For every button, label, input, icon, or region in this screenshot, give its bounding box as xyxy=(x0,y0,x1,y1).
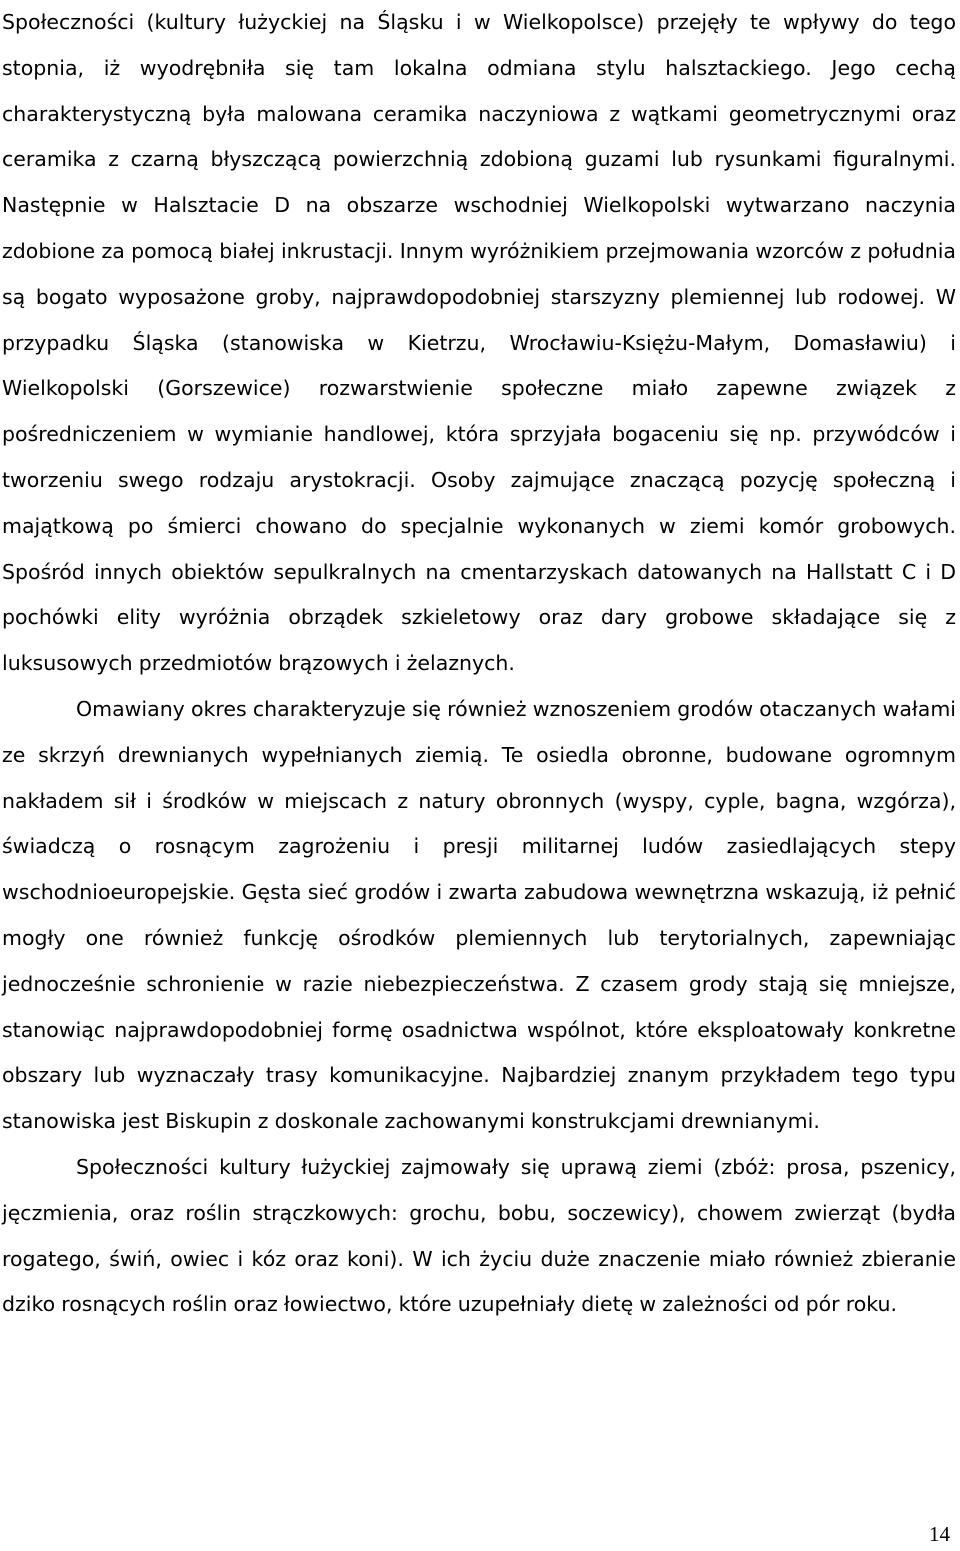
paragraph-1: Społeczności (kultury łużyckiej na Śląsku i w Wielkopolsce) przejęły te wpływy do tego stopnia, iż wyodrębniła się tam lokalna odmiana stylu halsztackiego. Jego cechą charakterystyczną była malowana ceramika naczyniowa z wątkami geometrycznymi oraz ceramika z czarną błyszczącą powierzchnią zdobioną guzami lub rysunkami figuralnymi. Następnie w Halsztacie D na obszarze wschodniej Wielkopolski wytwarzano naczynia zdobione za pomocą białej inkrustacji. Innym wyróżnikiem przejmowania wzorców z południa są bogato wyposażone groby, najprawdopodobniej starszyzny plemiennej lub rodowej. W przypadku Śląska (stanowiska w Kietrzu, Wrocławiu-Księżu-Małym, Domasławiu) i Wielkopolski (Gorszewice) rozwarstwienie społeczne miało zapewne związek z pośredniczeniem w wymianie handlowej, która sprzyjała bogaceniu się np. przywódców i tworzeniu swego rodzaju arystokracji. Osoby zajmujące znaczącą pozycję społeczną i majątkową po śmierci chowano do specjalnie wykonanych w ziemi komór grobowych. Spośród innych obiektów sepulkralnych na cmentarzyskach datowanych na Hallstatt C i D pochówki elity wyróżnia obrządek szkieletowy oraz dary grobowe składające się z luksusowych przedmiotów brązowych i żelaznych. xyxy=(2,10,956,676)
document-body xyxy=(2,0,956,1328)
paragraph-3: Społeczności kultury łużyckiej zajmowały się uprawą ziemi (zbóż: prosa, pszenicy, jęczmienia, oraz roślin strączkowych: grochu, bobu, soczewicy), chowem zwierząt (bydła rogatego, świń, owiec i kóz oraz koni). W ich życiu duże znaczenie miało również zbieranie dziko rosnących roślin oraz łowiectwo, które uzupełniały dietę w zależności od pór roku. xyxy=(2,1154,956,1317)
paragraph-2: Omawiany okres charakteryzuje się również wznoszeniem grodów otaczanych wałami ze skrzyń drewnianych wypełnianych ziemią. Te osiedla obronne, budowane ogromnym nakładem sił i środków w miejscach z natury obronnych (wyspy, cyple, bagna, wzgórza), świadczą o rosnącym zagrożeniu i presji militarnej ludów zasiedlających stepy wschodnioeuropejskie. Gęsta sieć grodów i zwarta zabudowa wewnętrzna wskazują, iż pełnić mogły one również funkcję ośrodków plemiennych lub terytorialnych, zapewniając jednocześnie schronienie w razie niebezpieczeństwa. Z czasem grody stają się mniejsze, stanowiąc najprawdopodobniej formę osadnictwa wspólnot, które eksploatowały konkretne obszary lub wyznaczały trasy komunikacyjne. Najbardziej znanym przykładem tego typu stanowiska jest Biskupin z doskonale zachowanymi konstrukcjami drewnianymi. xyxy=(2,696,956,1134)
page-number: 14 xyxy=(929,1522,950,1546)
